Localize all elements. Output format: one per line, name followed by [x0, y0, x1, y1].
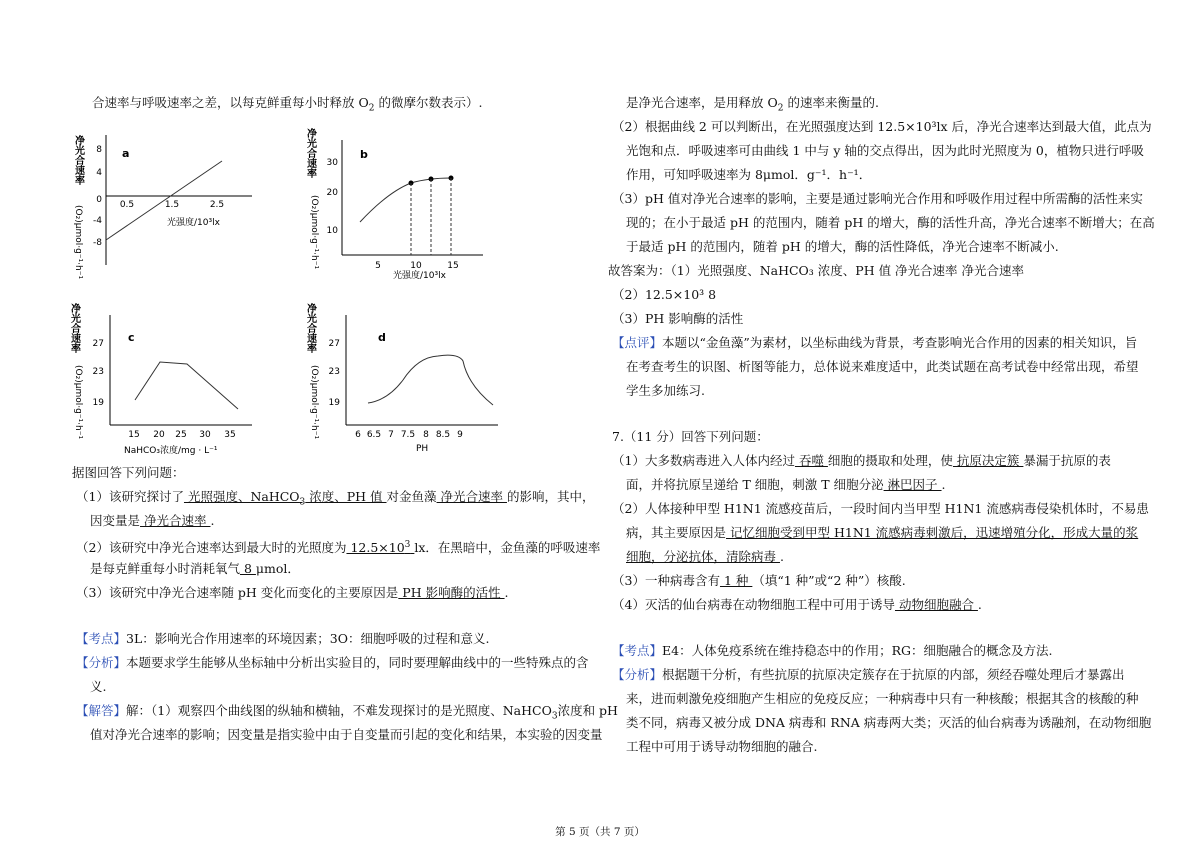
left-kaodian: 【考点】3L：影响光合作用速率的环境因素；3O：细胞呼吸的过程和意义.: [76, 631, 490, 646]
q7-2-line1: （2）人体接种甲型 H1N1 流感疫苗后，一段时间内当甲型 H1N1 流感病毒侵染机体时，不易患: [612, 501, 1149, 516]
chart-a-ytick: -4: [93, 216, 102, 226]
chart-b-xtick: 10: [410, 261, 422, 271]
chart-c-xtick: 25: [175, 430, 187, 440]
chart-c-ylabel: 净光合速率: [68, 303, 80, 353]
left-jieda-1: 【解答】解：（1）观察四个曲线图的纵轴和横轴，不难发现探讨的是光照度、NaHCO$_3$浓度和 pH: [76, 703, 618, 722]
chart-c-xtick: 20: [153, 430, 165, 440]
chart-b-yunit: (O₂)μmol·g⁻¹·h⁻¹: [309, 195, 319, 270]
chart-d-xtick: 7.5: [400, 430, 416, 440]
chart-d-xtick: 6: [355, 430, 361, 440]
chart-c-line: [135, 362, 238, 409]
chart-a-xtick: 1.5: [164, 200, 180, 210]
chart-b-xlabel: 光强度/10³lx: [393, 271, 446, 281]
chart-c-yunit: (O₂)μmol·g⁻¹·h⁻¹: [73, 365, 83, 440]
chart-b-ytick: 20: [326, 188, 338, 198]
page-footer: 第 5 页（共 7 页）: [555, 826, 645, 838]
chart-d-ytick: 19: [328, 398, 340, 408]
chart-c-ytick: 19: [92, 398, 104, 408]
chart-c-xtick: 35: [224, 430, 236, 440]
r-fenxi-4: 工程中可用于诱导动物细胞的融合.: [626, 739, 818, 754]
q7-2-line3: 细胞，分泌抗体，清除病毒 .: [626, 549, 784, 564]
chart-a-xtick: 0.5: [119, 200, 135, 210]
chart-b-xtick: 5: [375, 261, 381, 271]
after-charts-text: 据图回答下列问题：: [72, 465, 185, 480]
r-dianping-2: 在考查考生的识图、析图等能力，总体说来难度适中，此类试题在高考试卷中经常出现，希望: [626, 359, 1139, 374]
q1-line2: 因变量是 净光合速率 .: [90, 513, 215, 528]
r-line2: 光饱和点．呼吸速率可由曲线 1 中与 y 轴的交点得出，因为此时光照度为 0，植物只进行呼吸: [626, 143, 1144, 158]
r-line5: 现的；在小于最适 pH 的范围内，随着 pH 的增大，酶的活性升高，净光合速率不断增大；在高: [626, 215, 1155, 230]
left-jieda-2: 值对净光合速率的影响；因变量是指实验中由于自变量而引起的变化和结果，本实验的因变量: [90, 727, 603, 742]
chart-c-ytick: 27: [92, 339, 104, 349]
left-fenxi-2: 义.: [90, 679, 107, 694]
q7-title: 7.（11 分）回答下列问题：: [612, 429, 769, 444]
chart-b-tag: b: [360, 148, 368, 161]
chart-a-ytick: 8: [96, 145, 102, 155]
r-line3: 作用，可知呼吸速率为 8μmol．g⁻¹．h⁻¹．: [626, 167, 872, 182]
chart-b-ylabel: 净光合速率: [304, 128, 316, 178]
chart-d: [304, 295, 528, 460]
r-fenxi-1: 【分析】根据题干分析，有些抗原的抗原决定簇存在于抗原的内部，须经吞噬处理后才暴露出: [612, 667, 1125, 682]
intro-line: 合速率与呼吸速率之差，以每克鲜重每小时释放 $O_2$ 的微摩尔数表示）.: [92, 95, 483, 114]
r-line4: （3）pH 值对净光合速率的影响，主要是通过影响光合作用和呼吸作用过程中所需酶的活性来实: [612, 191, 1143, 206]
r-answer-2: （2）12.5×10³ 8: [612, 287, 717, 302]
q7-1-line2: 面，并将抗原呈递给 T 细胞，刺激 T 细胞分泌 淋巴因子 .: [626, 477, 946, 492]
r-fenxi-3: 类不同，病毒又被分成 DNA 病毒和 RNA 病毒两大类；灭活的仙台病毒为诱融剂，在动物细胞: [626, 715, 1152, 730]
chart-a-tag: a: [122, 147, 130, 160]
chart-c-tag: c: [128, 331, 135, 344]
chart-c-xtick: 15: [128, 430, 140, 440]
chart-d-ytick: 23: [328, 367, 340, 377]
chart-c-xtick: 30: [199, 430, 211, 440]
r-answer-1: 故答案为：（1）光照强度、NaHCO₃ 浓度、PH 值 净光合速率 净光合速率: [608, 263, 1025, 278]
chart-d-ylabel: 净光合速率: [304, 303, 316, 353]
chart-a: [72, 125, 282, 280]
q7-1-line1: （1）大多数病毒进入人体内经过 吞噬 细胞的摄取和处理，使 抗原决定簇 暴漏于抗原的表: [612, 453, 1111, 468]
r-line6: 于最适 pH 的范围内，随着 pH 的增大，酶的活性降低，净光合速率不断减小.: [626, 239, 1059, 254]
chart-b: [304, 120, 528, 285]
r-line0: 是净光合速率，是用释放 $O_2$ 的速率来衡量的.: [626, 95, 879, 114]
chart-d-xtick: 8: [423, 430, 429, 440]
r-line1: （2）根据曲线 2 可以判断出，在光照强度达到 12.5×10³lx 后，净光合速率达到最大值，此点为: [612, 119, 1152, 134]
chart-b-ytick: 10: [326, 226, 338, 236]
r-dianping-1: 【点评】本题以“金鱼藻”为素材，以坐标曲线为背景，考查影响光合作用的因素的相关知识，旨: [612, 335, 1138, 350]
chart-d-tag: d: [378, 331, 386, 344]
chart-a-ytick: 0: [96, 195, 102, 205]
chart-c-ytick: 23: [92, 367, 104, 377]
chart-b-curve: [360, 178, 451, 222]
r-dianping-3: 学生多加练习.: [626, 383, 705, 398]
chart-a-ytick: -8: [93, 238, 102, 248]
chart-c-xlabel: NaHCO₃浓度/mg · L⁻¹: [124, 446, 218, 456]
q7-4-line: （4）灭活的仙台病毒在动物细胞工程中可用于诱导 动物细胞融合 .: [612, 597, 982, 612]
q2-line2: 是每克鲜重每小时消耗氧气 8 μmol．: [90, 561, 300, 576]
r-kaodian: 【考点】E4：人体免疫系统在维持稳态中的作用；RG：细胞融合的概念及方法.: [612, 643, 1053, 658]
chart-d-xtick: 9: [457, 430, 463, 440]
r-fenxi-2: 来，进而刺激免疫细胞产生相应的免疫反应；一种病毒中只有一种核酸；根据其含的核酸的种: [626, 691, 1139, 706]
chart-c: [68, 295, 282, 460]
chart-d-xtick: 6.5: [366, 430, 382, 440]
q2-line1: （2）该研究中净光合速率达到最大时的光照度为 $12.5\times 10^3$ lx．在黑暗中，金鱼藻的呼吸速率: [76, 540, 601, 556]
chart-d-yunit: (O₂)μmol·g⁻¹·h⁻¹: [309, 365, 319, 440]
q7-2-line2: 病，其主要原因是 记忆细胞受到甲型 H1N1 流感病毒刺激后，迅速增殖分化，形成大量的浆: [626, 525, 1139, 540]
left-fenxi-1: 【分析】本题要求学生能够从坐标轴中分析出实验目的，同时要理解曲线中的一些特殊点的含: [76, 655, 589, 670]
chart-a-xlabel: 光强度/10³lx: [167, 218, 220, 228]
r-answer-3: （3）PH 影响酶的活性: [612, 311, 744, 326]
chart-a-yunit: (O₂)μmol·g⁻¹·h⁻¹: [73, 205, 83, 280]
chart-d-ytick: 27: [328, 339, 340, 349]
chart-d-xtick: 7: [388, 430, 394, 440]
chart-a-ytick: 4: [96, 168, 102, 178]
chart-a-xtick: 2.5: [209, 200, 225, 210]
chart-d-xlabel: PH: [416, 444, 429, 454]
chart-b-xtick: 15: [447, 261, 459, 271]
q3-line: （3）该研究中净光合速率随 pH 变化而变化的主要原因是 PH 影响酶的活性 .: [76, 585, 509, 600]
chart-d-xtick: 8.5: [435, 430, 451, 440]
chart-b-ytick: 30: [326, 158, 338, 168]
chart-a-ylabel: 净光合速率: [72, 135, 84, 185]
q7-3-line: （3）一种病毒含有 1 种 （填“1 种”或“2 种”）核酸.: [612, 573, 906, 588]
chart-d-curve: [368, 355, 493, 405]
q1-line1: （1）该研究探讨了 光照强度、NaHCO$_3$ 浓度、PH 值 对金鱼藻 净光合速率 的影响，其中，: [76, 489, 595, 508]
